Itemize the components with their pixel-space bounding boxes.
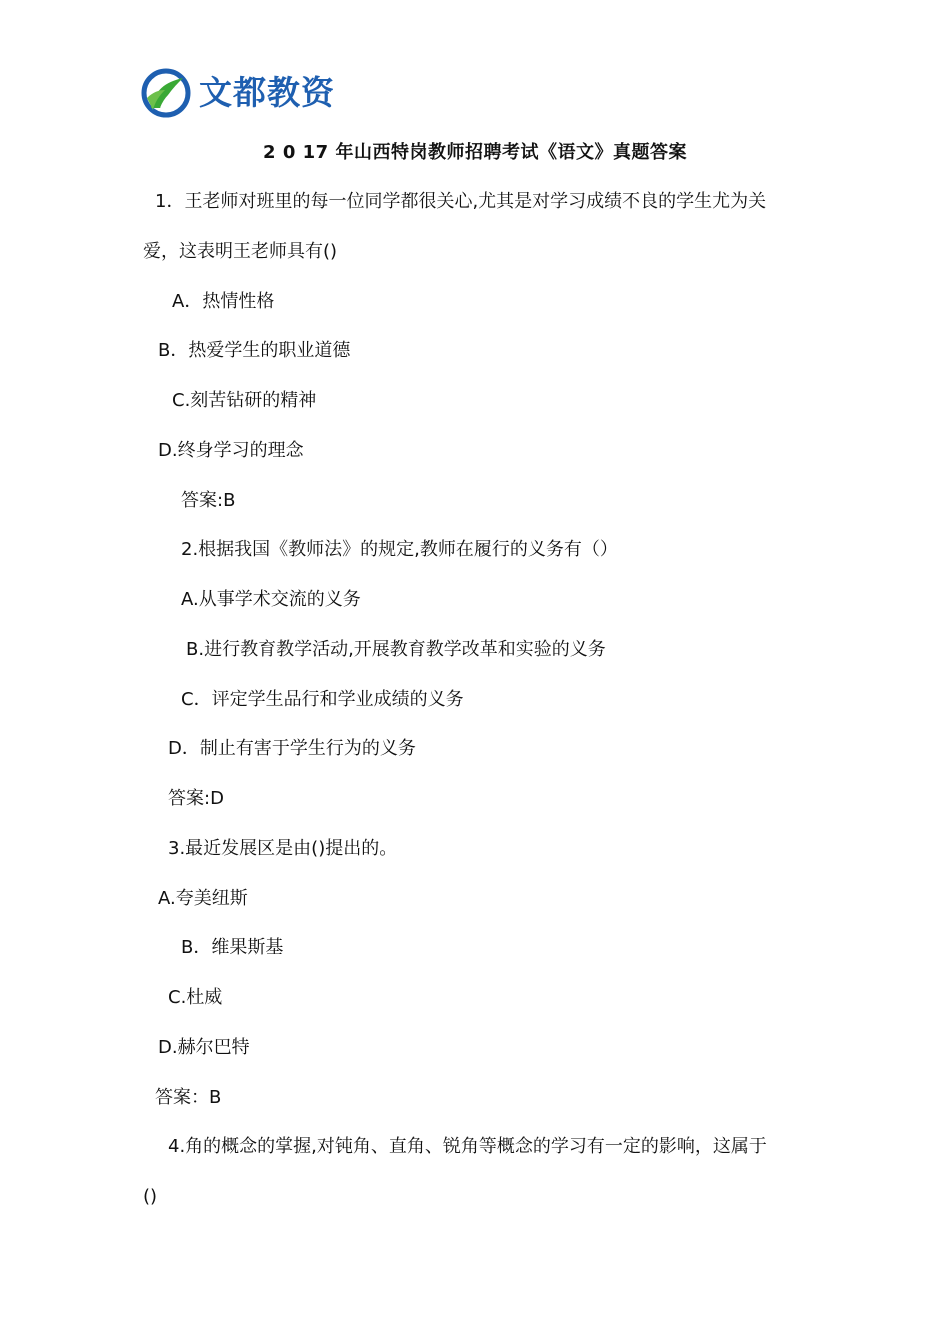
leaf-swirl-logo-icon xyxy=(141,68,191,118)
question-4-text-cont: () xyxy=(143,1186,158,1207)
question-3-option-c: C.杜威 xyxy=(168,987,223,1008)
question-3-option-a: A.夸美纽斯 xyxy=(158,888,248,909)
question-1-option-d: D.终身学习的理念 xyxy=(158,440,304,461)
question-3-option-b: B．维果斯基 xyxy=(181,937,284,958)
question-2-option-c: C．评定学生品行和学业成绩的义务 xyxy=(181,689,464,710)
brand-logo xyxy=(141,66,335,120)
document-title: 2 0 17 年山西特岗教师招聘考试《语文》真题答案 xyxy=(263,142,687,163)
question-2-option-b: B.进行教育教学活动,开展教育教学改革和实验的义务 xyxy=(186,639,606,660)
logo-text: 文都教资 xyxy=(199,73,335,112)
question-1-text-cont: 爱，这表明王老师具有() xyxy=(143,241,338,262)
question-1-option-b: B．热爱学生的职业道德 xyxy=(158,340,351,361)
question-2-text: 2.根据我国《教师法》的规定,教师在履行的义务有（） xyxy=(181,539,618,560)
question-3-answer: 答案：B xyxy=(155,1087,222,1108)
question-2-answer: 答案:D xyxy=(168,788,224,809)
question-1-answer: 答案:B xyxy=(181,490,236,511)
question-3-option-d: D.赫尔巴特 xyxy=(158,1037,250,1058)
question-2-option-d: D．制止有害于学生行为的义务 xyxy=(168,738,416,759)
question-1-option-c: C.刻苦钻研的精神 xyxy=(172,390,317,411)
question-2-option-a: A.从事学术交流的义务 xyxy=(181,589,361,610)
question-3-text: 3.最近发展区是由()提出的。 xyxy=(168,838,398,859)
question-1-option-a: A．热情性格 xyxy=(172,291,275,312)
question-4-text: 4.角的概念的掌握,对钝角、直角、锐角等概念的学习有一定的影响，这属于 xyxy=(168,1136,767,1157)
question-1-text: 1．王老师对班里的每一位同学都很关心,尤其是对学习成绩不良的学生尤为关 xyxy=(155,191,767,212)
